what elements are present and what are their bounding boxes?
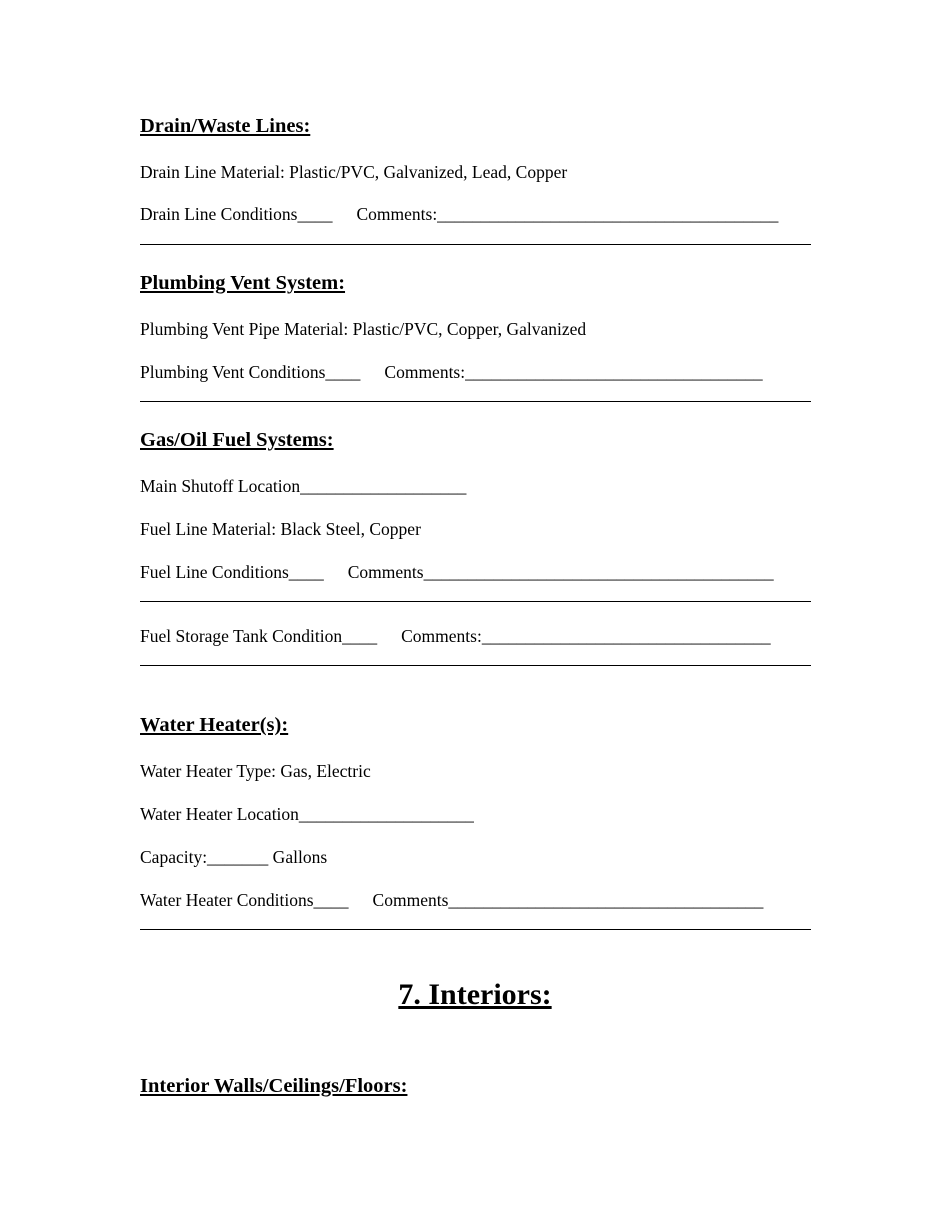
section-title [140, 980, 810, 1010]
fuel-storage-tank-condition-field[interactable]: Fuel Storage Tank Condition____ [140, 626, 378, 646]
plumbing-vent-conditions-field[interactable]: Plumbing Vent Conditions____ [140, 362, 361, 382]
drain-line-comments-rule[interactable] [140, 244, 811, 245]
fuel-line-comments-field[interactable]: Comments________________________________________ [347, 562, 774, 582]
plumbing-vent-comments-field[interactable]: Comments:__________________________________ [384, 362, 763, 382]
water-heater-location-field[interactable]: Water Heater Location____________________ [140, 804, 474, 824]
plumbing-vent-conditions-row [140, 364, 763, 382]
interior-walls-heading: Interior Walls/Ceilings/Floors: [140, 1075, 408, 1097]
water-heater-comments-rule[interactable] [140, 929, 811, 930]
drain-waste-heading: Drain/Waste Lines: [140, 115, 311, 137]
plumbing-vent-comments-rule[interactable] [140, 401, 811, 402]
drain-line-material: Drain Line Material: Plastic/PVC, Galvanized, Lead, Copper [140, 162, 568, 182]
drain-line-conditions-field[interactable]: Drain Line Conditions____ [140, 204, 333, 224]
water-heater-conditions-field[interactable]: Water Heater Conditions____ [140, 890, 349, 910]
main-shutoff-location-field[interactable]: Main Shutoff Location___________________ [140, 476, 467, 496]
drain-line-conditions-row [140, 206, 778, 224]
plumbing-vent-heading: Plumbing Vent System: [140, 272, 346, 294]
water-heater-comments-field[interactable]: Comments____________________________________ [372, 890, 764, 910]
fuel-line-conditions-field[interactable]: Fuel Line Conditions____ [140, 562, 324, 582]
fuel-line-comments-rule[interactable] [140, 601, 811, 602]
water-heater-capacity-field[interactable]: Capacity:_______ Gallons [140, 847, 328, 867]
fuel-storage-tank-comments-rule[interactable] [140, 665, 811, 666]
fuel-line-conditions-row [140, 564, 774, 582]
fuel-storage-tank-comments-field[interactable]: Comments:_________________________________ [401, 626, 771, 646]
water-heater-heading: Water Heater(s): [140, 714, 289, 736]
drain-line-comments-field[interactable]: Comments:_______________________________________ [356, 204, 779, 224]
gas-oil-heading: Gas/Oil Fuel Systems: [140, 429, 334, 451]
fuel-storage-tank-row [140, 628, 771, 646]
plumbing-vent-material: Plumbing Vent Pipe Material: Plastic/PVC, Copper, Galvanized [140, 319, 587, 339]
water-heater-conditions-row [140, 892, 763, 910]
section-title-text: 7. Interiors: [398, 978, 552, 1011]
fuel-line-material: Fuel Line Material: Black Steel, Copper [140, 519, 421, 539]
water-heater-type: Water Heater Type: Gas, Electric [140, 761, 371, 781]
